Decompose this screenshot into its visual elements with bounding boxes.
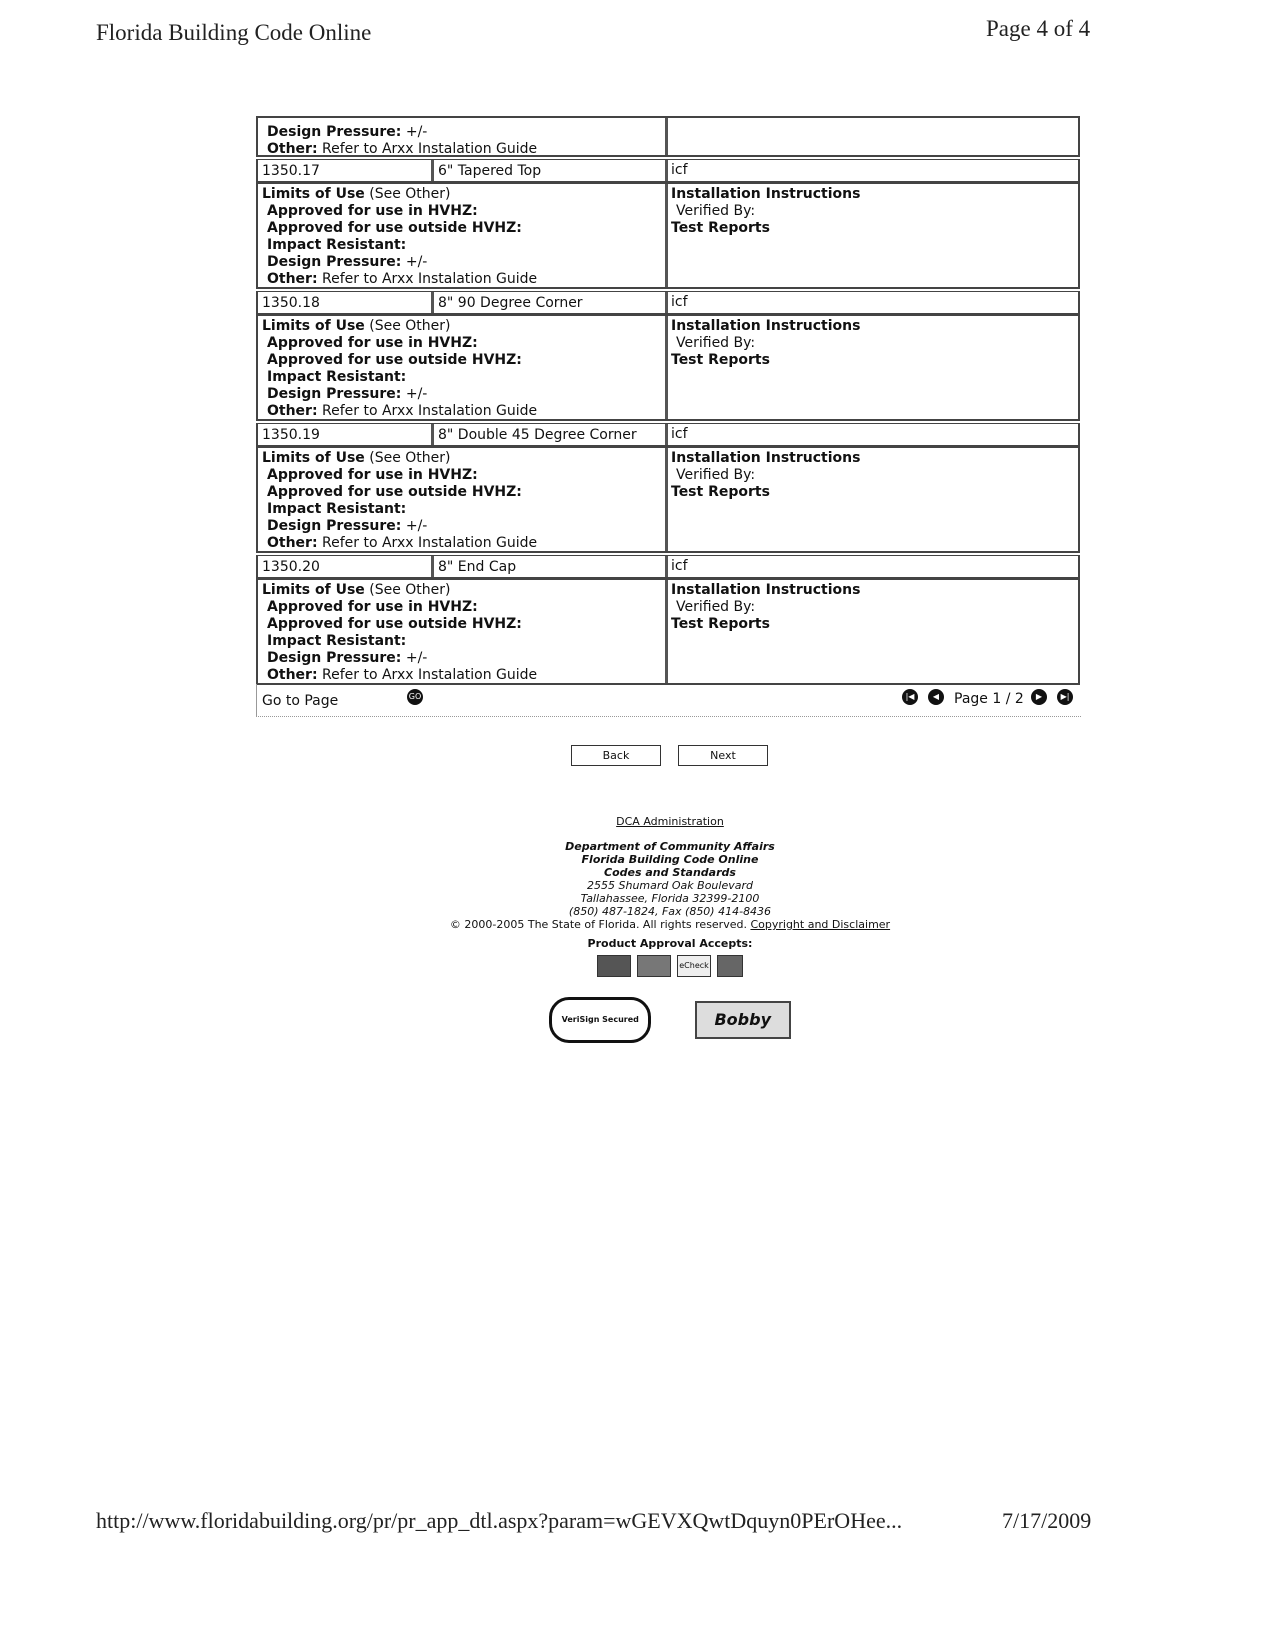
product-number: 1350.18 [258,292,434,313]
impact-label: Impact Resistant: [267,369,407,385]
other-label: Other: [267,271,318,287]
page-indicator: Page 1 / 2 [954,691,1024,707]
product-detail-row [256,315,1080,421]
hvhz-out-label: Approved for use outside HVHZ: [267,484,522,500]
product-id-row [256,423,1080,447]
go-button[interactable]: GO [407,689,423,705]
product-name: 8" 90 Degree Corner [438,295,583,311]
dept-name: Department of Community Affairs [565,840,775,853]
other-label: Other: [267,667,318,683]
see-other: (See Other) [369,582,451,598]
hvhz-in-label: Approved for use in HVHZ: [267,203,478,219]
product-detail-row [256,579,1080,685]
impact-label: Impact Resistant: [267,501,407,517]
product-category: icf [671,426,688,442]
design-pressure-value: +/- [405,650,428,666]
product-number: 1350.19 [258,424,434,445]
copyright: © 2000-2005 The State of Florida. All rights reserved. [449,918,747,931]
other-label: Other: [267,535,318,551]
verified-by-label: Verified By: [676,335,756,351]
see-other: (See Other) [369,318,451,334]
print-page-number: Page 4 of 4 [986,16,1091,41]
product-id-row [256,291,1080,315]
city: Tallahassee, Florida 32399-2100 [580,892,760,905]
design-pressure-label: Design Pressure: [267,254,402,270]
hvhz-in-label: Approved for use in HVHZ: [267,599,478,615]
design-pressure-value: +/- [405,254,428,270]
phone: (850) 487-1824, Fax (850) 414-8436 [568,905,772,918]
print-date: 7/17/2009 [1002,1508,1092,1533]
see-other: (See Other) [369,450,451,466]
bobby-badge[interactable]: Bobby [695,1001,791,1039]
test-reports: Test Reports [671,220,770,236]
last-page-icon[interactable]: ▶| [1057,689,1073,705]
product-table [256,116,1080,685]
first-page-icon[interactable]: |◀ [902,689,918,705]
partial-detail-row [256,116,1080,157]
other-label: Other: [267,403,318,419]
design-pressure-label: Design Pressure: [267,386,402,402]
value: Refer to Arxx Instalation Guide [322,141,538,157]
product-name: 8" Double 45 Degree Corner [438,427,637,443]
limits-label: Limits of Use [262,582,365,598]
next-page-icon[interactable]: ▶ [1031,689,1047,705]
hvhz-out-label: Approved for use outside HVHZ: [267,352,522,368]
test-reports: Test Reports [671,352,770,368]
accepts-label: Product Approval Accepts: [587,937,753,950]
verisign-badge[interactable]: VeriSign Secured [549,997,651,1043]
pager [256,684,1081,717]
impact-label: Impact Resistant: [267,633,407,649]
go-to-page-label: Go to Page [262,693,339,709]
hvhz-in-label: Approved for use in HVHZ: [267,335,478,351]
product-id-row [256,159,1080,183]
test-reports: Test Reports [671,484,770,500]
product-id-row [256,555,1080,579]
installation-link[interactable]: Installation Instructions [671,582,861,598]
design-pressure-value: +/- [405,386,428,402]
product-number: 1350.17 [258,160,434,181]
hvhz-in-label: Approved for use in HVHZ: [267,467,478,483]
address: 2555 Shumard Oak Boulevard [587,879,753,892]
see-other: (See Other) [369,186,451,202]
card-icon [717,955,743,977]
product-number: 1350.20 [258,556,434,577]
installation-link[interactable]: Installation Instructions [671,318,861,334]
verified-by-label: Verified By: [676,599,756,615]
codes-name: Codes and Standards [604,866,736,879]
product-category: icf [671,558,688,574]
card-icon [637,955,671,977]
back-button[interactable]: Back [571,745,661,766]
hvhz-out-label: Approved for use outside HVHZ: [267,220,522,236]
product-category: icf [671,294,688,310]
installation-link[interactable]: Installation Instructions [671,450,861,466]
print-url: http://www.floridabuilding.org/pr/pr_app_dtl.aspx?param=wGEVXQwtDquyn0PErOHee... [96,1508,903,1533]
product-category: icf [671,162,688,178]
value: +/- [405,124,428,140]
design-pressure-value: +/- [405,518,428,534]
other-value: Refer to Arxx Instalation Guide [322,667,538,683]
site-footer: DCA Administration Department of Community Affairs Florida Building Code Online Codes and Standards 2555 Shumard Oak Boulevard Tallahassee, Florida 32399-2100 (850) 487-1824, Fax (850) 414-8436 © 2000-2005 The State of Florida. All rights reserved. Copyright and Disclaimer Product Approval Accepts: eCheck VeriSign Secured Bobby [0,815,1275,1043]
label: Other: [267,141,318,157]
product-name: 8" End Cap [438,559,517,575]
hvhz-out-label: Approved for use outside HVHZ: [267,616,522,632]
design-pressure-label: Design Pressure: [267,650,402,666]
test-reports: Test Reports [671,616,770,632]
disclaimer-link[interactable]: Copyright and Disclaimer [750,918,891,931]
limits-label: Limits of Use [262,186,365,202]
design-pressure-label: Design Pressure: [267,518,402,534]
prev-page-icon[interactable]: ◀ [928,689,944,705]
product-detail-row [256,183,1080,289]
next-button[interactable]: Next [678,745,768,766]
card-icon [597,955,631,977]
fbco-name: Florida Building Code Online [581,853,759,866]
label: Design Pressure: [267,124,402,140]
print-header-title: Florida Building Code Online [96,20,372,45]
product-detail-row [256,447,1080,553]
other-value: Refer to Arxx Instalation Guide [322,403,538,419]
installation-link[interactable]: Installation Instructions [671,186,861,202]
other-value: Refer to Arxx Instalation Guide [322,271,538,287]
limits-label: Limits of Use [262,318,365,334]
impact-label: Impact Resistant: [267,237,407,253]
verified-by-label: Verified By: [676,467,756,483]
dca-admin-link[interactable]: DCA Administration [616,815,724,828]
other-value: Refer to Arxx Instalation Guide [322,535,538,551]
verified-by-label: Verified By: [676,203,756,219]
limits-label: Limits of Use [262,450,365,466]
product-name: 6" Tapered Top [438,163,542,179]
